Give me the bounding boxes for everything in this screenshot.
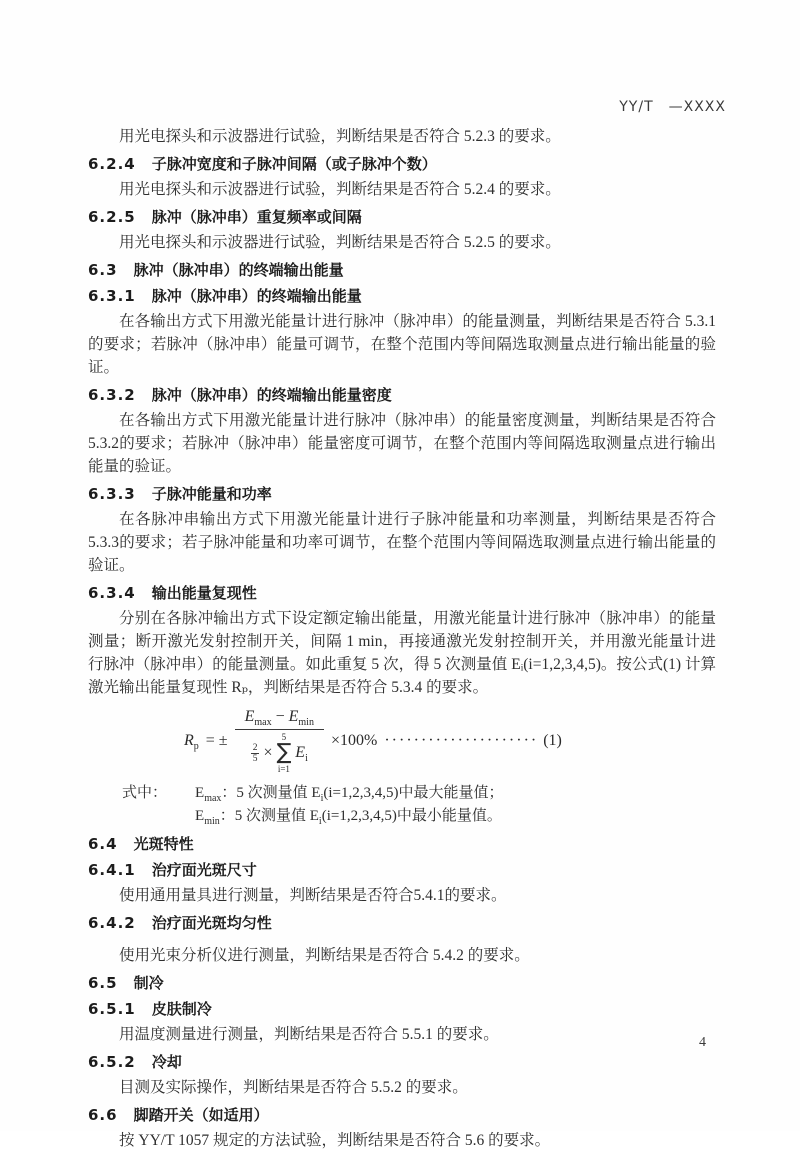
ei-term [295, 744, 308, 765]
paragraph-5-3-3: 在各脉冲串输出方式下用激光能量计进行子脉冲能量和功率测量，判断结果是否符合5.3.3的要求；若子脉冲能量和功率可调节，在整个范围内等间隔选取测量点进行输出能量的验证。 [88, 511, 716, 574]
emax-subscript: max [254, 717, 272, 729]
heading-6-4-1 [88, 861, 716, 880]
heading-number: 6.4.1 [88, 861, 136, 879]
paragraph-5-4-1: 使用通用量具进行测量，判断结果是否符合5.4.1的要求。 [119, 887, 507, 904]
sigma-glyph: ∑ [276, 740, 292, 765]
two-fifths-fraction [251, 743, 260, 764]
legend-label: 式中： [122, 785, 168, 801]
formula-lhs [184, 732, 199, 753]
heading-number: 6.5.2 [88, 1053, 136, 1071]
paragraph-5-3-2: 在各输出方式下用激光能量计进行脉冲（脉冲串）的能量密度测量，判断结果是否符合5.3.2的要求；若脉冲（脉冲串）能量密度可调节，在整个范围内等间隔选取测量点进行输出能量的验证。 [88, 412, 716, 475]
heading-title: 光斑特性 [133, 835, 194, 853]
heading-6-5-1 [88, 1000, 716, 1019]
paragraph-5-5-1: 用温度测量进行测量，判断结果是否符合 5.5.1 的要求。 [119, 1026, 499, 1043]
heading-title: 脉冲（脉冲串）的终端输出能量 [151, 287, 362, 305]
legend-emax-tail: (i=1,2,3,4,5)中最大能量值； [323, 785, 504, 801]
paragraph-5-3-4: 分别在各脉冲输出方式下设定额定输出能量，用激光能量计进行脉冲（脉冲串）的能量测量；断开激光发射控制开关，间隔 1 min，再接通激光发射控制开关，并用激光能量计进行脉冲（脉冲串）的能量测量。如此重复 5 次，得 5 次测量值 Eᵢ(i=1,2,3,4,5)。按公式(1) 计算激光输出能量复现性 Rₚ，判断结果是否符合 5.3.4 的要求。 [88, 610, 716, 696]
fraction-denominator [251, 730, 308, 774]
heading-number: 6.3.4 [88, 584, 136, 602]
legend-ei-subscript: i [318, 816, 322, 827]
emin-symbol: E [288, 708, 299, 725]
heading-title: 脉冲（脉冲串）重复频率或间隔 [151, 208, 362, 226]
summation-lower-limit: i=1 [277, 764, 290, 774]
heading-number: 6.3.2 [88, 386, 136, 404]
heading-number: 6.5 [88, 974, 118, 992]
times-100-percent: ×100% [330, 732, 378, 749]
equation-number: (1) [543, 732, 562, 749]
heading-number: 6.2.4 [88, 155, 136, 173]
heading-title: 治疗面光斑均匀性 [151, 914, 272, 932]
heading-6-3-2 [88, 386, 716, 405]
paragraph-5-5-2: 目测及实际操作，判断结果是否符合 5.5.2 的要求。 [119, 1079, 468, 1096]
times-sign: × [263, 744, 273, 761]
emax-symbol: E [244, 708, 255, 725]
heading-6-2-4 [88, 155, 716, 174]
paragraph-5-2-4: 用光电探头和示波器进行试验，判断结果是否符合 5.2.4 的要求。 [119, 181, 561, 198]
legend-emin-subscript: min [204, 816, 220, 827]
heading-title: 脉冲（脉冲串）的终端输出能量 [133, 261, 344, 279]
heading-number: 6.4.2 [88, 914, 136, 932]
formula-1 [184, 708, 716, 774]
legend-emin-tail: (i=1,2,3,4,5)中最小能量值。 [321, 808, 502, 824]
heading-6-3 [88, 261, 716, 280]
legend-lines [195, 782, 503, 828]
mini-frac-top: 2 [252, 742, 258, 753]
heading-6-5-2 [88, 1053, 716, 1072]
heading-6-3-3 [88, 485, 716, 504]
document-body [88, 121, 716, 1157]
summation-upper-limit: 5 [281, 732, 287, 742]
heading-title: 子脉冲宽度和子脉冲间隔（或子脉冲个数） [151, 155, 437, 173]
legend-emax-text: ：5 次测量值 E [221, 785, 321, 801]
ei-subscript: i [305, 753, 308, 765]
paragraph-5-2-5: 用光电探头和示波器进行试验，判断结果是否符合 5.2.5 的要求。 [119, 234, 561, 251]
heading-number: 6.3.3 [88, 485, 136, 503]
heading-number: 6.5.1 [88, 1000, 136, 1018]
mini-frac-bottom: 5 [252, 753, 258, 764]
emin-subscript: min [298, 717, 314, 729]
heading-title: 冷却 [151, 1053, 182, 1071]
minus-sign: − [275, 708, 285, 725]
legend-emax-symbol: E [195, 785, 205, 801]
dot-leader: ····················· [384, 732, 539, 749]
paragraph-5-6: 按 YY/T 1057 规定的方法试验，判断结果是否符合 5.6 的要求。 [119, 1132, 551, 1149]
formula-legend [122, 782, 716, 828]
heading-title: 脚踏开关（如适用） [133, 1106, 269, 1124]
heading-6-2-5 [88, 208, 716, 227]
ei-symbol: E [295, 744, 306, 761]
heading-title: 输出能量复现性 [151, 584, 257, 602]
heading-6-5 [88, 974, 716, 993]
heading-title: 治疗面光斑尺寸 [151, 861, 257, 879]
heading-number: 6.2.5 [88, 208, 136, 226]
legend-line-emax [195, 782, 503, 805]
heading-number: 6.3.1 [88, 287, 136, 305]
legend-emin-text: ：5 次测量值 E [219, 808, 319, 824]
page-number: 4 [699, 1035, 706, 1050]
heading-title: 皮肤制冷 [151, 1000, 212, 1018]
heading-6-4 [88, 835, 716, 854]
heading-6-3-4 [88, 584, 716, 603]
heading-number: 6.3 [88, 261, 118, 279]
heading-6-3-1 [88, 287, 716, 306]
legend-emax-subscript: max [204, 793, 222, 804]
fraction [235, 708, 324, 774]
heading-title: 制冷 [133, 974, 164, 992]
heading-title: 脉冲（脉冲串）的终端输出能量密度 [151, 386, 392, 404]
rp-subscript: p [193, 741, 199, 753]
heading-number: 6.4 [88, 835, 118, 853]
rp-symbol: R [184, 732, 194, 749]
heading-6-4-2 [88, 914, 716, 933]
fraction-numerator [235, 708, 324, 730]
legend-emin-symbol: E [195, 808, 205, 824]
heading-number: 6.6 [88, 1106, 118, 1124]
heading-title: 子脉冲能量和功率 [151, 485, 272, 503]
doc-code-header: YY/T —XXXX [619, 99, 726, 115]
paragraph-5-3-1: 在各输出方式下用激光能量计进行脉冲（脉冲串）的能量测量，判断结果是否符合 5.3.1 的要求；若脉冲（脉冲串）能量可调节，在整个范围内等间隔选取测量点进行输出能量的验证。 [88, 313, 716, 376]
legend-ei-subscript: i [320, 793, 324, 804]
equals-plusminus-sign: = ± [205, 732, 228, 749]
summation-symbol [276, 732, 291, 774]
legend-line-emin [195, 805, 503, 828]
heading-6-6 [88, 1106, 716, 1125]
paragraph-5-4-2: 使用光束分析仪进行测量，判断结果是否符合 5.4.2 的要求。 [119, 947, 530, 964]
paragraph-5-2-3: 用光电探头和示波器进行试验，判断结果是否符合 5.2.3 的要求。 [119, 128, 561, 145]
